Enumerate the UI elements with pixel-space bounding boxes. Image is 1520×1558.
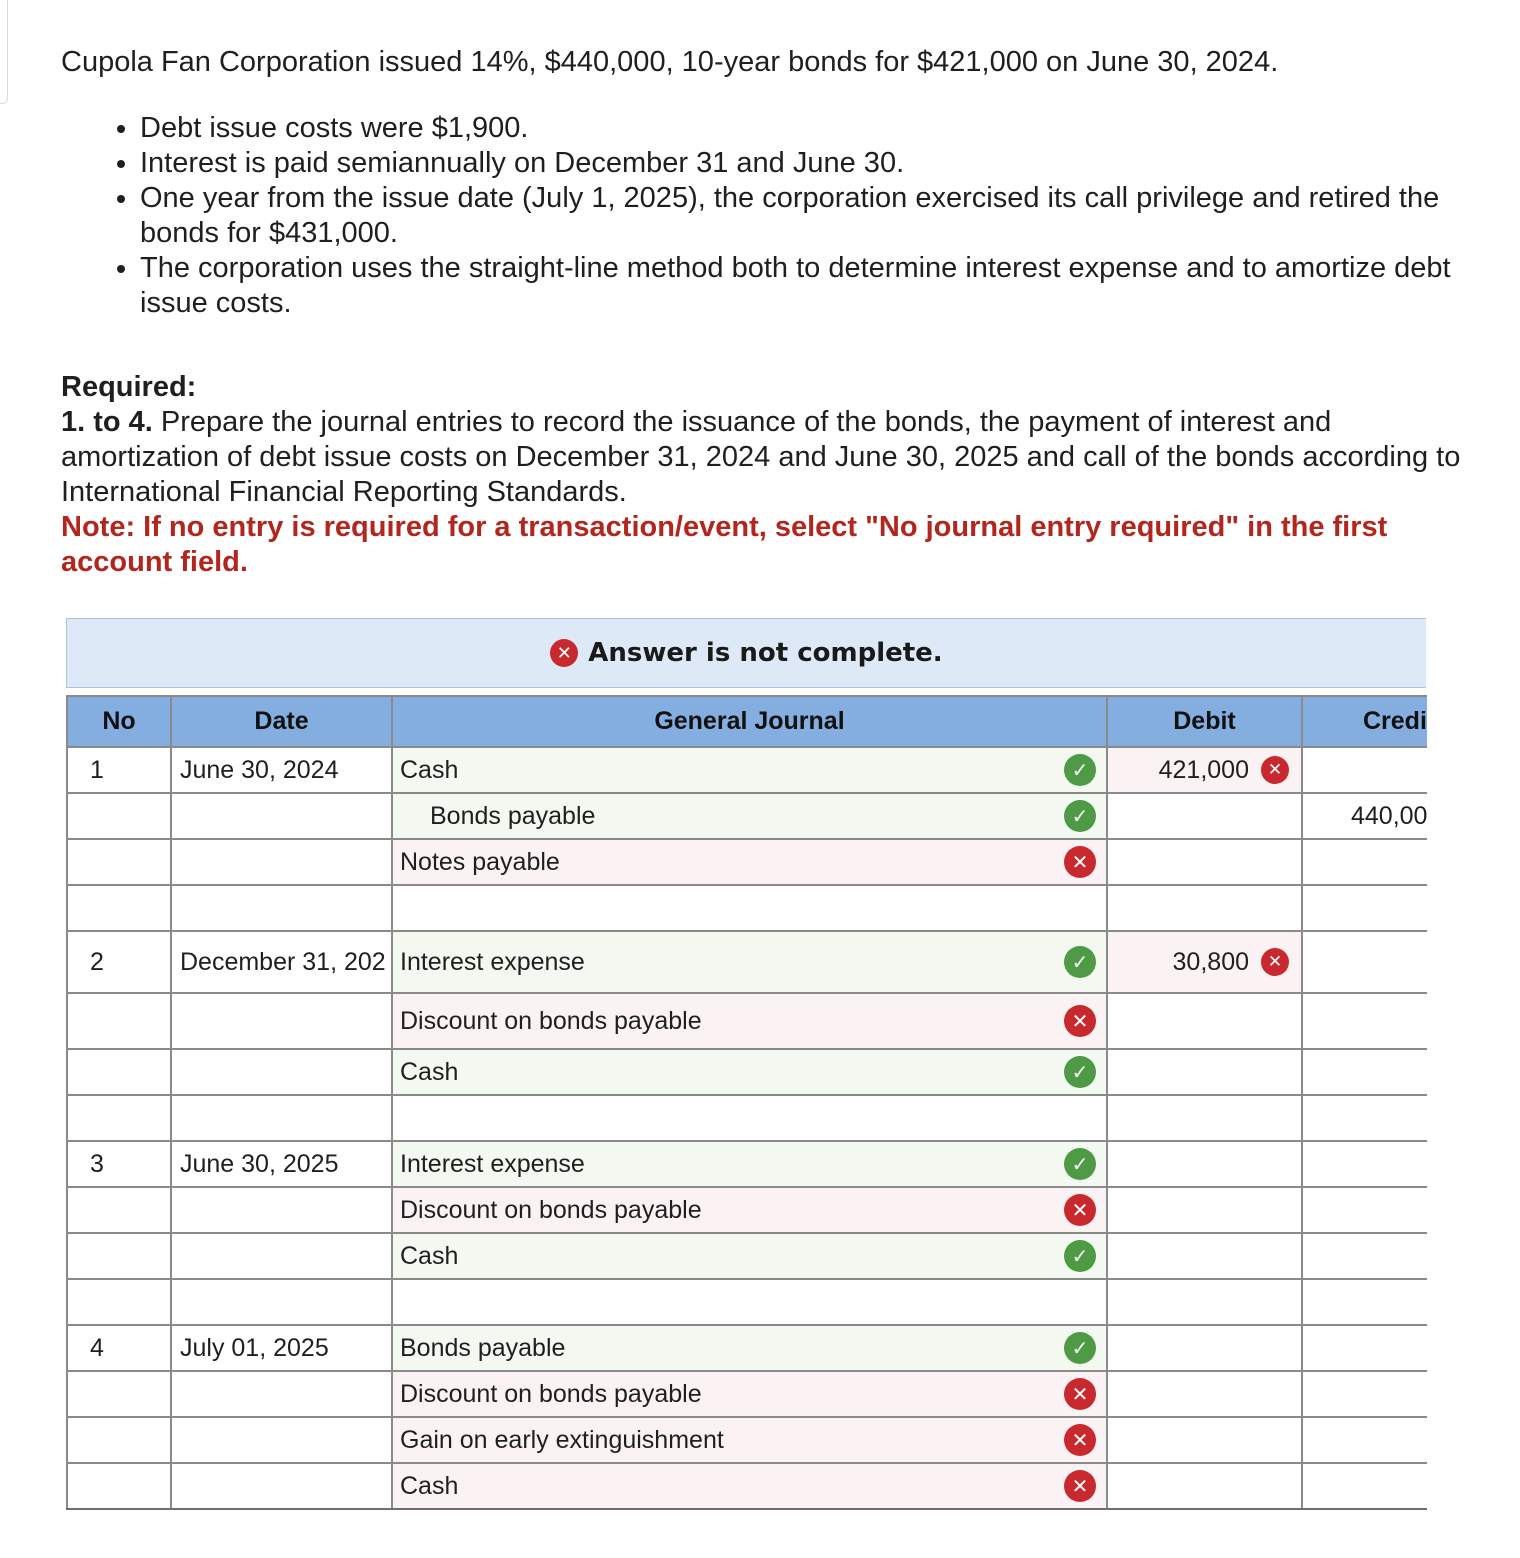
account-select[interactable] <box>392 839 1107 885</box>
table-row <box>67 1463 1427 1509</box>
debit-input[interactable] <box>1107 1233 1302 1279</box>
banner-text: Answer is not complete. <box>588 638 943 668</box>
account-select[interactable] <box>392 1279 1107 1325</box>
note-text: Note: If no entry is required for a transaction/event, select "No journal entry required" in the first account field. <box>61 511 1388 578</box>
date-cell <box>171 1463 392 1509</box>
date-cell <box>171 1279 392 1325</box>
x-circle-icon: ✕ <box>1064 1378 1096 1410</box>
row-number <box>67 1279 171 1325</box>
row-number <box>67 885 171 931</box>
debit-input[interactable] <box>1107 1095 1302 1141</box>
account-select[interactable] <box>392 931 1107 993</box>
credit-input[interactable] <box>1302 993 1427 1049</box>
required-text: Prepare the journal entries to record the issuance of the bonds, the payment of interest and amortization of debt issue costs on December 31, 2024 and June 30, 2025 and call of the bonds according to International Financial Reporting Standards. <box>61 406 1461 508</box>
debit-input[interactable] <box>1107 1141 1302 1187</box>
x-circle-icon: ✕ <box>1064 1470 1096 1502</box>
debit-input[interactable] <box>1107 1463 1302 1509</box>
account-name: Interest expense <box>400 947 585 976</box>
row-number <box>67 1233 171 1279</box>
credit-input[interactable] <box>1302 1049 1427 1095</box>
debit-input[interactable] <box>1107 993 1302 1049</box>
credit-input[interactable] <box>1302 885 1427 931</box>
debit-input[interactable] <box>1107 885 1302 931</box>
debit-input[interactable] <box>1107 1417 1302 1463</box>
row-number: 1 <box>67 747 171 793</box>
debit-input[interactable] <box>1107 1371 1302 1417</box>
check-circle-icon: ✓ <box>1064 800 1096 832</box>
account-name: Notes payable <box>400 847 560 876</box>
row-number <box>67 839 171 885</box>
credit-input[interactable] <box>1302 931 1427 993</box>
debit-input[interactable] <box>1107 747 1302 793</box>
debit-input[interactable] <box>1107 1279 1302 1325</box>
date-cell <box>171 993 392 1049</box>
bullet-item: • Interest is paid semiannually on December 31 and June 30. <box>140 146 1481 181</box>
debit-input[interactable] <box>1107 839 1302 885</box>
credit-input[interactable] <box>1302 1095 1427 1141</box>
required-number: 1. to 4. <box>61 406 153 438</box>
x-circle-icon: ✕ <box>550 639 578 667</box>
table-row <box>67 1141 1427 1187</box>
header-credit: Credi <box>1302 696 1427 747</box>
check-circle-icon: ✓ <box>1064 1056 1096 1088</box>
row-number <box>67 1049 171 1095</box>
debit-value: 421,000 <box>1158 755 1249 784</box>
account-select[interactable] <box>392 1187 1107 1233</box>
x-circle-icon: ✕ <box>1064 1005 1096 1037</box>
bullet-item: • Debt issue costs were $1,900. <box>140 111 1481 146</box>
table-row <box>67 885 1427 931</box>
account-name: Gain on early extinguishment <box>400 1425 724 1454</box>
account-select[interactable] <box>392 747 1107 793</box>
credit-input[interactable] <box>1302 747 1427 793</box>
table-row <box>67 931 1427 993</box>
credit-input[interactable] <box>1302 1371 1427 1417</box>
account-name: Discount on bonds payable <box>400 1195 702 1224</box>
bullet-item: • The corporation uses the straight-line method both to determine interest expense and to amortize debt issue costs. <box>140 251 1481 321</box>
date-cell[interactable]: December 31, 202 <box>171 931 392 993</box>
panel-edge <box>0 0 8 104</box>
date-cell <box>171 1095 392 1141</box>
row-number <box>67 793 171 839</box>
account-name: Discount on bonds payable <box>400 1006 702 1035</box>
credit-input[interactable] <box>1302 1463 1427 1509</box>
x-circle-icon: ✕ <box>1064 1194 1096 1226</box>
header-no: No <box>67 696 171 747</box>
account-name: Cash <box>400 1057 459 1086</box>
credit-input[interactable] <box>1302 839 1427 885</box>
account-name: Bonds payable <box>400 1333 566 1362</box>
row-number: 4 <box>67 1325 171 1371</box>
table-row <box>67 1095 1427 1141</box>
date-cell <box>171 1049 392 1095</box>
table-row <box>67 1187 1427 1233</box>
required-section <box>61 370 1481 580</box>
x-circle-icon: ✕ <box>1261 756 1289 784</box>
table-row <box>67 1417 1427 1463</box>
debit-input[interactable] <box>1107 1187 1302 1233</box>
account-select[interactable] <box>392 1233 1107 1279</box>
account-select[interactable] <box>392 993 1107 1049</box>
account-select[interactable] <box>392 1417 1107 1463</box>
problem-statement <box>61 45 1481 580</box>
table-row <box>67 1049 1427 1095</box>
x-circle-icon: ✕ <box>1064 846 1096 878</box>
table-row <box>67 839 1427 885</box>
date-cell[interactable]: June 30, 2024 <box>171 747 392 793</box>
account-select[interactable] <box>392 1371 1107 1417</box>
account-name: Discount on bonds payable <box>400 1379 702 1408</box>
table-row <box>67 747 1427 793</box>
date-cell[interactable]: July 01, 2025 <box>171 1325 392 1371</box>
row-number <box>67 993 171 1049</box>
account-name: Cash <box>400 755 459 784</box>
account-select[interactable] <box>392 1325 1107 1371</box>
header-date: Date <box>171 696 392 747</box>
table-row <box>67 1325 1427 1371</box>
row-number: 3 <box>67 1141 171 1187</box>
date-cell <box>171 1187 392 1233</box>
check-circle-icon: ✓ <box>1064 1148 1096 1180</box>
row-number: 2 <box>67 931 171 993</box>
x-circle-icon: ✕ <box>1261 948 1289 976</box>
account-name: Interest expense <box>400 1149 585 1178</box>
debit-input[interactable] <box>1107 1049 1302 1095</box>
journal-body <box>67 747 1427 1509</box>
credit-input[interactable] <box>1302 1279 1427 1325</box>
table-row <box>67 993 1427 1049</box>
header-debit: Debit <box>1107 696 1302 747</box>
table-row <box>67 793 1427 839</box>
credit-input[interactable] <box>1302 1417 1427 1463</box>
account-name: Bonds payable <box>430 801 596 830</box>
account-select[interactable] <box>392 1095 1107 1141</box>
date-cell <box>171 1417 392 1463</box>
account-select[interactable] <box>392 885 1107 931</box>
row-number <box>67 1371 171 1417</box>
debit-input[interactable] <box>1107 1325 1302 1371</box>
x-circle-icon: ✕ <box>1064 1424 1096 1456</box>
check-circle-icon: ✓ <box>1064 754 1096 786</box>
date-cell <box>171 839 392 885</box>
required-title: Required: <box>61 371 197 403</box>
table-row <box>67 1279 1427 1325</box>
required-text-block <box>61 405 1481 510</box>
header-general-journal: General Journal <box>392 696 1107 747</box>
check-circle-icon: ✓ <box>1064 1240 1096 1272</box>
table-row <box>67 1233 1427 1279</box>
row-number <box>67 1463 171 1509</box>
answer-status-banner <box>66 618 1426 688</box>
account-select[interactable] <box>392 1141 1107 1187</box>
bullet-item: • One year from the issue date (July 1, 2025), the corporation exercised its call privilege and retired the bonds for $431,000. <box>140 181 1481 251</box>
debit-input[interactable] <box>1107 931 1302 993</box>
credit-input[interactable] <box>1302 1325 1427 1371</box>
date-cell <box>171 885 392 931</box>
account-select[interactable] <box>392 1049 1107 1095</box>
credit-input[interactable] <box>1302 1187 1427 1233</box>
problem-intro: Cupola Fan Corporation issued 14%, $440,000, 10-year bonds for $421,000 on June 30, 2024. <box>61 46 1279 78</box>
credit-input[interactable]: 440,00 <box>1302 793 1427 839</box>
account-name: Cash <box>400 1241 459 1270</box>
debit-input[interactable] <box>1107 793 1302 839</box>
account-select[interactable] <box>392 793 1107 839</box>
date-cell <box>171 793 392 839</box>
table-row <box>67 1371 1427 1417</box>
journal-table <box>66 695 1427 1510</box>
check-circle-icon: ✓ <box>1064 946 1096 978</box>
row-number <box>67 1187 171 1233</box>
credit-input[interactable] <box>1302 1233 1427 1279</box>
row-number <box>67 1095 171 1141</box>
date-cell <box>171 1371 392 1417</box>
date-cell <box>171 1233 392 1279</box>
row-number <box>67 1417 171 1463</box>
check-circle-icon: ✓ <box>1064 1332 1096 1364</box>
account-select[interactable] <box>392 1463 1107 1509</box>
debit-value: 30,800 <box>1172 947 1249 976</box>
credit-input[interactable] <box>1302 1141 1427 1187</box>
journal-header-row <box>67 696 1427 747</box>
account-name: Cash <box>400 1471 459 1500</box>
problem-bullets <box>61 111 1481 321</box>
date-cell[interactable]: June 30, 2025 <box>171 1141 392 1187</box>
